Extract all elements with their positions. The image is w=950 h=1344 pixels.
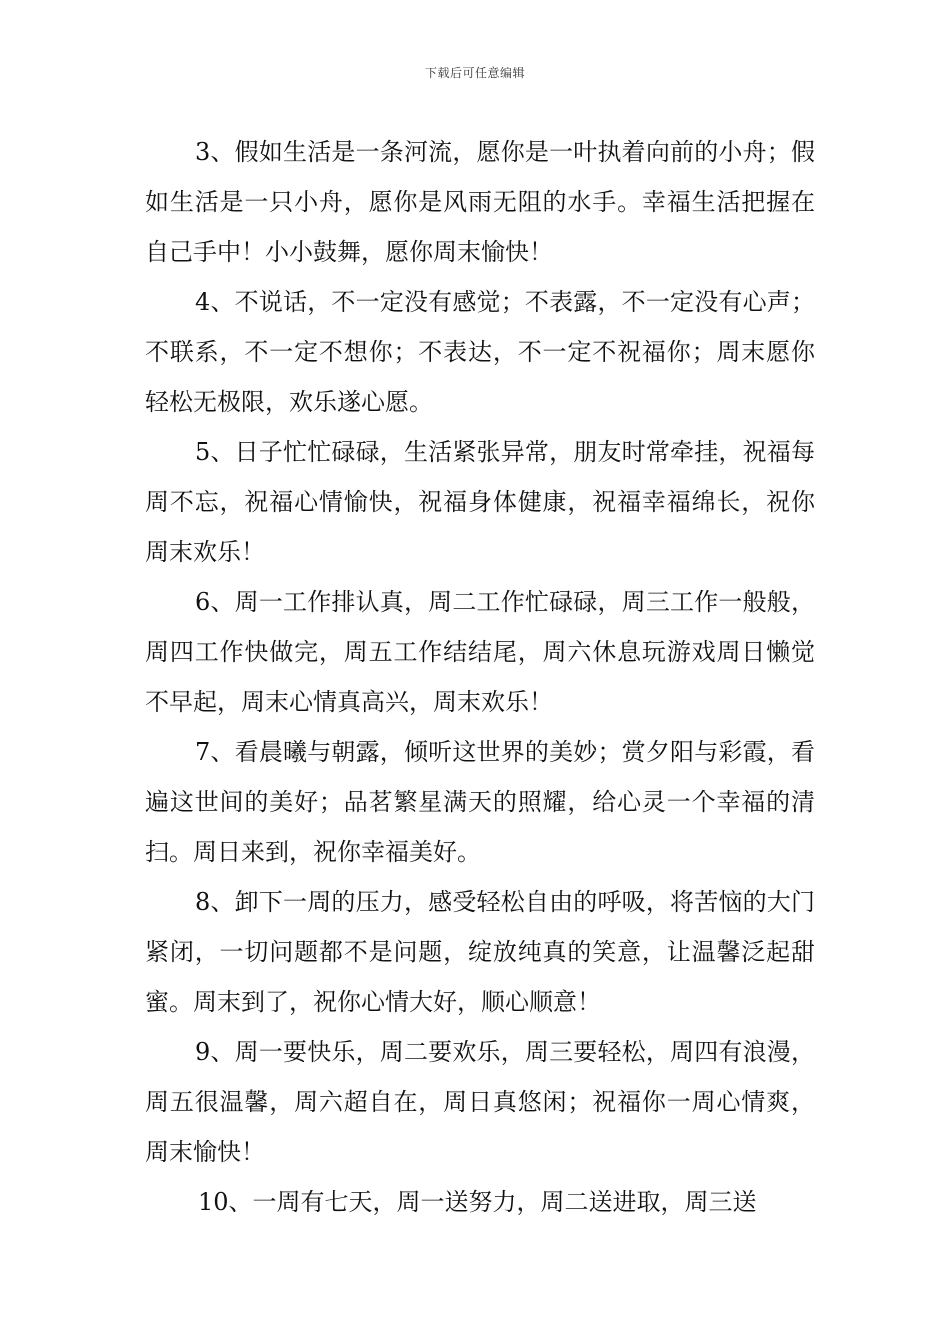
paragraph-9: 9、周一要快乐，周二要欢乐，周三要轻松，周四有浪漫，周五很温馨，周六超自在，周日真悠闲；祝福你一周心情爽，周末愉快！ bbox=[145, 1038, 815, 1166]
paragraph-10: 10、一周有七天，周一送努力，周二送进取，周三送 bbox=[198, 1188, 757, 1216]
paragraph-7: 7、看晨曦与朝露，倾听这世界的美妙；赏夕阳与彩霞，看遍这世间的美好；品茗繁星满天的照耀，给心灵一个幸福的清扫。周日来到，祝你幸福美好。 bbox=[145, 738, 815, 866]
paragraph-5: 5、日子忙忙碌碌，生活紧张异常，朋友时常牵挂，祝福每周不忘，祝福心情愉快，祝福身体健康，祝福幸福绵长，祝你周末欢乐！ bbox=[145, 438, 815, 566]
paragraph-4: 4、不说话，不一定没有感觉；不表露，不一定没有心声；不联系，不一定不想你；不表达，不一定不祝福你；周末愿你轻松无极限，欢乐遂心愿。 bbox=[145, 288, 815, 416]
document-body bbox=[145, 127, 815, 1227]
paragraph-6: 6、周一工作排认真，周二工作忙碌碌，周三工作一般般，周四工作快做完，周五工作结结尾，周六休息玩游戏周日懒觉不早起，周末心情真高兴，周末欢乐！ bbox=[145, 588, 815, 716]
paragraph-3: 3、假如生活是一条河流，愿你是一叶执着向前的小舟；假如生活是一只小舟，愿你是风雨无阻的水手。幸福生活把握在自己手中！小小鼓舞，愿你周末愉快！ bbox=[145, 138, 815, 266]
paragraph-8: 8、卸下一周的压力，感受轻松自由的呼吸，将苦恼的大门紧闭，一切问题都不是问题，绽放纯真的笑意，让温馨泛起甜蜜。周末到了，祝你心情大好，顺心顺意！ bbox=[145, 888, 815, 1016]
page-header: 下载后可任意编辑 bbox=[424, 66, 525, 80]
